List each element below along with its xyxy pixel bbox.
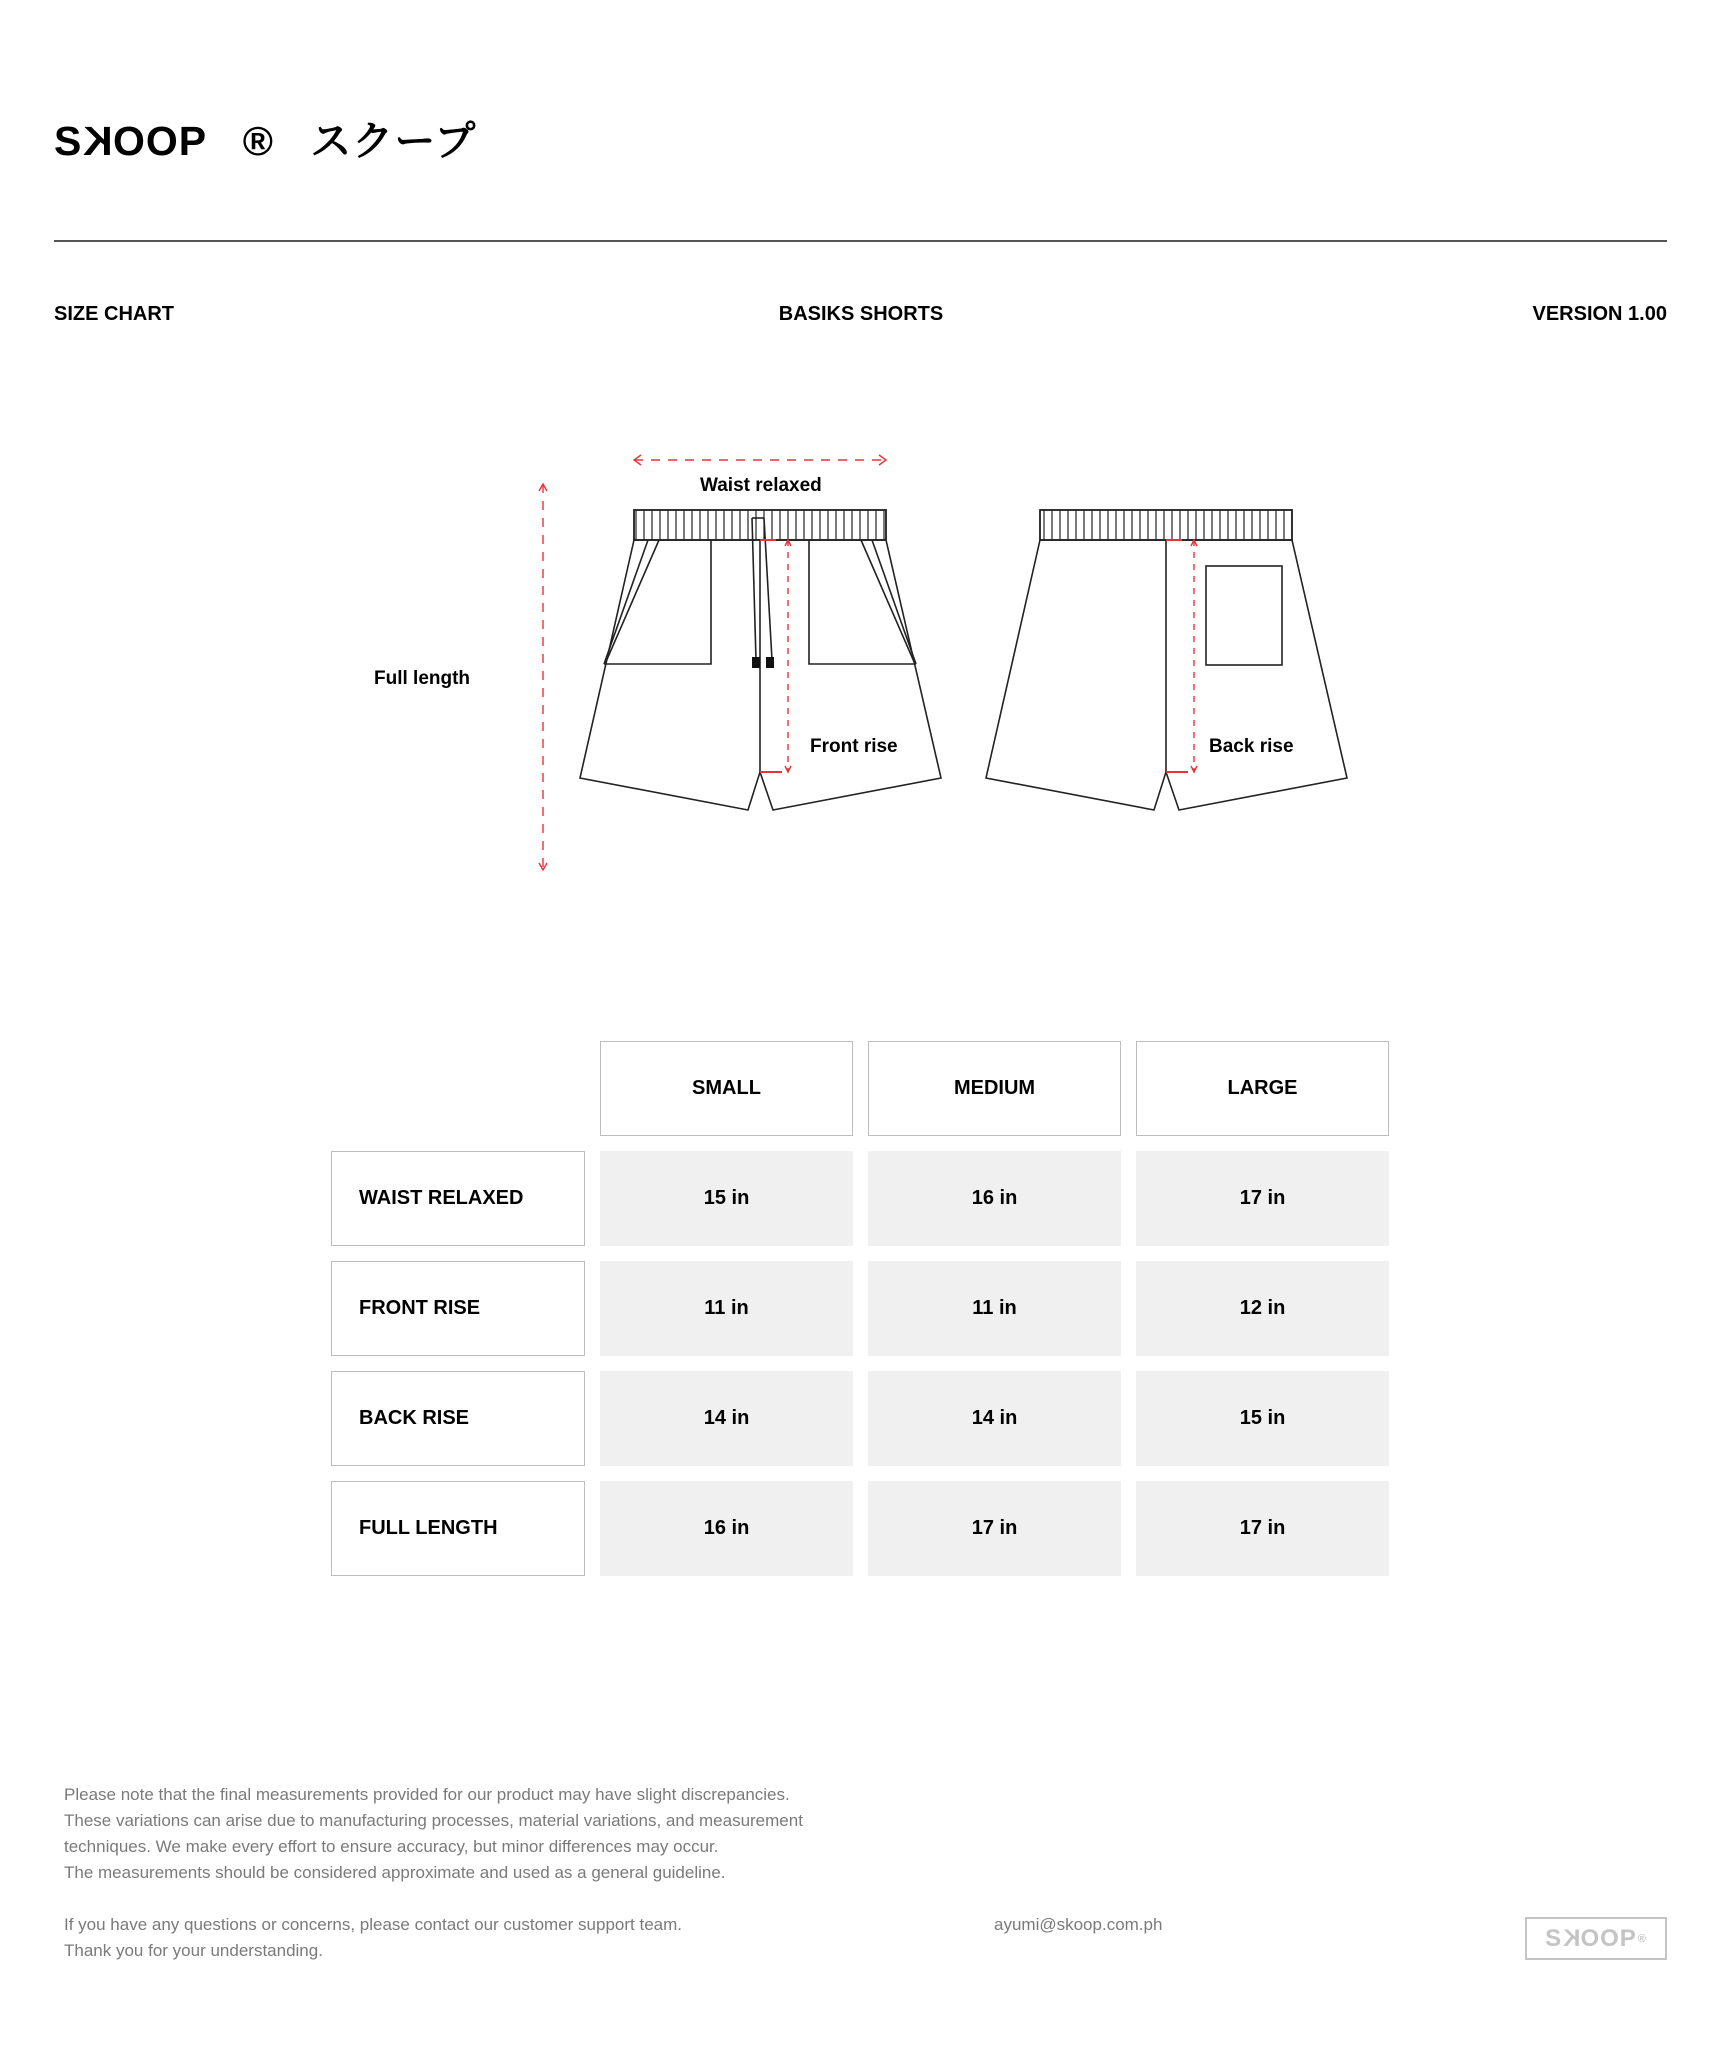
back-rise-label: Back rise <box>1209 736 1294 757</box>
table-cell: 15 in <box>600 1151 853 1246</box>
table-cell: 11 in <box>868 1261 1121 1356</box>
column-header-medium: MEDIUM <box>868 1041 1121 1136</box>
badge-letter-s: S <box>1545 1924 1563 1952</box>
table-cell: 17 in <box>1136 1481 1389 1576</box>
table-cell: 11 in <box>600 1261 853 1356</box>
registered-mark: ® <box>242 118 274 164</box>
row-label-front-rise: FRONT RISE <box>331 1261 585 1356</box>
logo-letter-k-mirrored: K <box>82 118 113 164</box>
front-rise-label: Front rise <box>810 736 898 757</box>
table-cell: 14 in <box>868 1371 1121 1466</box>
table-cell: 15 in <box>1136 1371 1389 1466</box>
row-label-full-length: FULL LENGTH <box>331 1481 585 1576</box>
table-cell: 12 in <box>1136 1261 1389 1356</box>
footer-logo-badge <box>1525 1917 1667 1960</box>
logo-japanese: スクープ <box>310 117 477 165</box>
badge-letter-k-mirrored: K <box>1562 1924 1581 1952</box>
back-shorts-outline <box>986 510 1347 810</box>
column-header-large: LARGE <box>1136 1041 1389 1136</box>
front-shorts-outline <box>580 510 941 810</box>
product-title: BASIKS SHORTS <box>778 303 944 325</box>
row-label-back-rise: BACK RISE <box>331 1371 585 1466</box>
support-email[interactable]: ayumi@skoop.com.ph <box>994 1915 1163 1934</box>
full-length-label: Full length <box>374 668 471 689</box>
contact-line: If you have any questions or concerns, please contact our customer support team. <box>64 1915 683 1934</box>
table-cell: 17 in <box>868 1481 1121 1576</box>
disclaimer-line: techniques. We make every effort to ensure accuracy, but minor differences may occur. <box>64 1837 719 1856</box>
table-cell: 14 in <box>600 1371 853 1466</box>
disclaimer-line: The measurements should be considered approximate and used as a general guideline. <box>64 1863 726 1882</box>
contact-line: Thank you for your understanding. <box>64 1941 323 1960</box>
column-header-small: SMALL <box>600 1041 853 1136</box>
table-cell: 17 in <box>1136 1151 1389 1246</box>
waist-relaxed-label: Waist relaxed <box>700 475 822 496</box>
badge-letters-oop: OOP <box>1580 1924 1637 1952</box>
doc-type-label: SIZE CHART <box>54 303 174 325</box>
table-cell: 16 in <box>600 1481 853 1576</box>
table-cell: 16 in <box>868 1151 1121 1246</box>
logo-letter-s: S <box>54 118 83 164</box>
version-label: VERSION 1.00 <box>1532 303 1667 325</box>
badge-registered-mark: ® <box>1637 1932 1647 1945</box>
disclaimer-line: Please note that the final measurements provided for our product may have slight discrepancies. <box>64 1785 790 1804</box>
row-label-waist-relaxed: WAIST RELAXED <box>331 1151 585 1246</box>
logo-letters-oop: OOP <box>112 118 207 164</box>
shorts-measurement-diagram <box>0 0 1722 900</box>
disclaimer-line: These variations can arise due to manufacturing processes, material variations, and measurement <box>64 1811 803 1830</box>
